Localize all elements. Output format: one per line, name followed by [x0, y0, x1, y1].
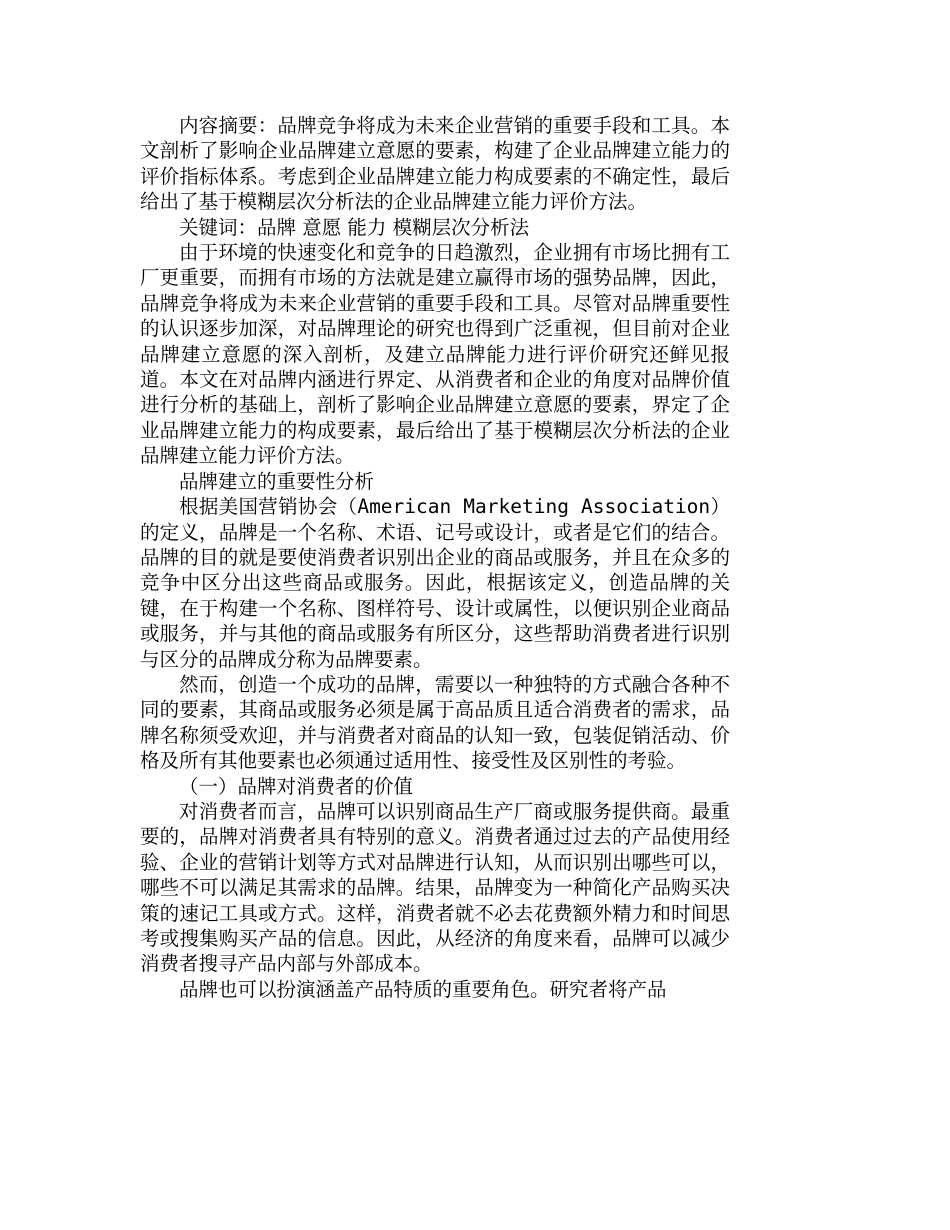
- intro-paragraph: 由于环境的快速变化和竞争的日趋激烈，企业拥有市场比拥有工厂更重要，而拥有市场的方法就是建立赢得市场的强势品牌，因此，品牌竞争将成为未来企业营销的重要手段和工具。尽管对品牌重要性的认识逐步加深，对品牌理论的研究也得到广泛重视，但目前对企业品牌建立意愿的深入剖析，及建立品牌能力进行评价研究还鲜见报道。本文在对品牌内涵进行界定、从消费者和企业的角度对品牌价值进行分析的基础上，剖析了影响企业品牌建立意愿的要素，界定了企业品牌建立能力的构成要素，最后给出了基于模糊层次分析法的企业品牌建立能力评价方法。: [140, 241, 730, 468]
- keywords-line: 关键词：品牌 意愿 能力 模糊层次分析法: [179, 215, 530, 239]
- definition-lead: 根据美国营销协会（: [179, 495, 358, 519]
- subsection-heading: （一）品牌对消费者的价值: [179, 774, 414, 798]
- abstract-paragraph: 内容摘要：品牌竞争将成为未来企业营销的重要手段和工具。本文剖析了影响企业品牌建立意愿的要素，构建了企业品牌建立能力的评价指标体系。考虑到企业品牌建立能力构成要素的不确定性，最后给出了基于模糊层次分析法的企业品牌建立能力评价方法。: [140, 114, 730, 214]
- definition-english-term: American Marketing Association: [357, 495, 711, 519]
- document-body: [140, 113, 730, 1002]
- section-heading: 品牌建立的重要性分析: [179, 469, 375, 493]
- definition-rest: ）的定义，品牌是一个名称、术语、记号或设计，或者是它们的结合。品牌的目的就是要使消费者识别出企业的商品或服务，并且在众多的竞争中区分出这些商品或服务。因此，根据该定义，创造品牌的关键，在于构建一个名称、图样符号、设计或属性，以便识别企业商品或服务，并与其他的商品或服务有所区分，这些帮助消费者进行识别与区分的品牌成分称为品牌要素。: [140, 495, 730, 671]
- success-paragraph: 然而，创造一个成功的品牌，需要以一种独特的方式融合各种不同的要素，其商品或服务必须是属于高品质且适合消费者的需求，品牌名称须受欢迎，并与消费者对商品的认知一致，包装促销活动、价格及所有其他要素也必须通过适用性、接受性及区别性的考验。: [140, 672, 730, 773]
- consumer-value-paragraph: 对消费者而言，品牌可以识别商品生产厂商或服务提供商。最重要的，品牌对消费者具有特别的意义。消费者通过过去的产品使用经验、企业的营销计划等方式对品牌进行认知，从而识别出哪些可以，哪些不可以满足其需求的品牌。结果，品牌变为一种简化产品购买决策的速记工具或方式。这样，消费者就不必去花费额外精力和时间思考或搜集购买产品的信息。因此，从经济的角度来看，品牌可以减少消费者搜寻产品内部与外部成本。: [140, 799, 730, 976]
- definition-paragraph: [140, 494, 730, 672]
- last-paragraph: 品牌也可以扮演涵盖产品特质的重要角色。研究者将产品: [179, 977, 667, 1001]
